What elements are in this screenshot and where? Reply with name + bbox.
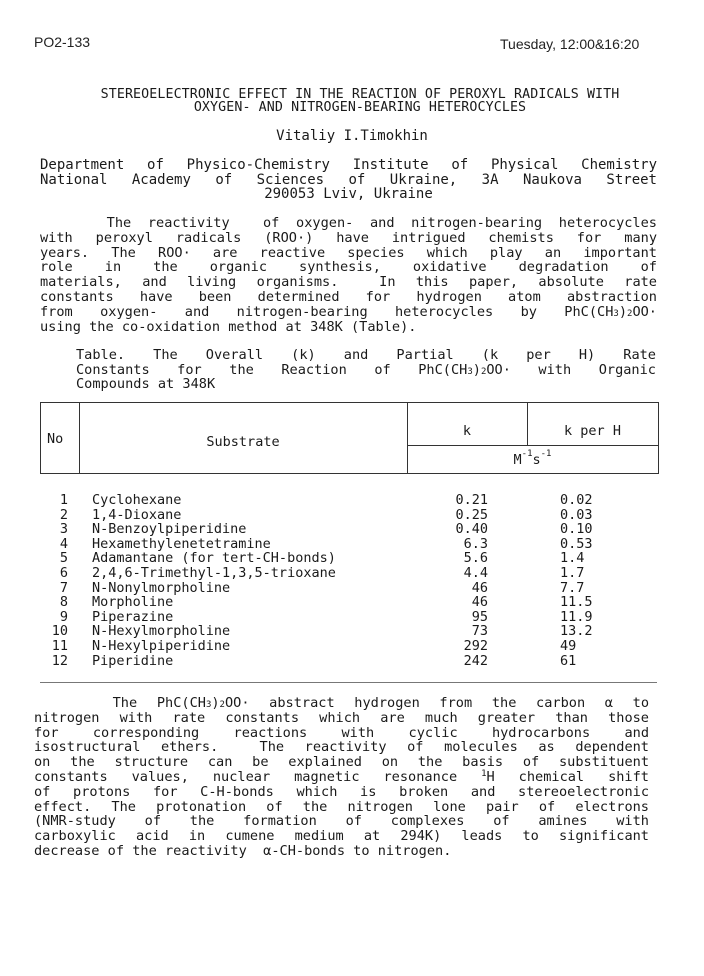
paper-title-line1: STEREOELECTRONIC EFFECT IN THE REACTION OF PEROXYL RADICALS WITH	[100, 87, 620, 102]
conclusion-line: The $PhC(CH_3)_2OO\cdot$ abstract hydrogen from the carbon α to	[34, 695, 650, 711]
table-row	[0, 492, 704, 507]
row-number: 6	[59, 565, 68, 581]
row-k-per-h-value: 13.2	[560, 623, 593, 640]
row-k-per-h-value: 61	[560, 652, 577, 669]
session-time: Tuesday, 12:00&16:20	[500, 36, 640, 52]
row-substrate: Adamantane (for tert-CH-bonds)	[92, 550, 336, 567]
row-substrate: 2,4,6-Trimethyl-1,3,5-trioxane	[92, 565, 336, 581]
conclusion-line: constants values, nuclear magnetic resonance $^1$H chemical shift	[34, 768, 649, 785]
table-row	[0, 521, 704, 536]
row-k-value: 0.40	[455, 521, 488, 538]
row-k-per-h-value: 11.5	[560, 594, 593, 611]
caption-line: Compounds at 348K	[76, 376, 216, 393]
intro-line: with peroxyl radicals (ROO·) have intrigued chemists for many	[40, 229, 657, 246]
row-substrate: Cyclohexane	[92, 492, 182, 508]
intro-line: The reactivity of oxygen- and nitrogen-bearing heterocycles	[40, 215, 657, 231]
caption-line: Table. The Overall (k) and Partial (k per H) Rate	[76, 347, 656, 363]
row-k-value: 0.21	[455, 492, 488, 508]
row-k-value: 4.4	[463, 565, 488, 581]
row-number: 12	[51, 652, 68, 669]
table-row	[0, 638, 704, 653]
row-substrate: N-Hexylmorpholine	[92, 623, 231, 640]
conclusion-line: on the structure can be explained on the basis of substituent	[34, 754, 649, 771]
row-substrate: Morpholine	[92, 594, 174, 611]
row-k-value: 242	[463, 652, 488, 669]
table-row	[0, 594, 704, 609]
row-k-per-h-value: 11.9	[560, 608, 593, 625]
intro-line: constants have been determined for hydrogen atom abstraction	[40, 288, 657, 305]
conclusion-line: of protons for C-H-bonds which is broken and stereoelectronic	[34, 783, 649, 800]
row-number: 7	[59, 579, 68, 596]
affiliation-line2: National Academy of Sciences of Ukraine, 3A Naukova Street	[40, 171, 657, 188]
header-substrate: Substrate	[206, 434, 280, 450]
conclusion-line: decrease of the reactivity α-CH-bonds to nitrogen.	[34, 842, 452, 859]
row-k-per-h-value: 0.02	[560, 492, 593, 508]
conclusion-line: for corresponding reactions with cyclic hydrocarbons and	[34, 724, 649, 741]
row-k-per-h-value: 1.7	[560, 565, 585, 581]
intro-paragraph	[40, 216, 657, 334]
row-k-per-h-value: 1.4	[560, 550, 585, 567]
row-k-value: 6.3	[463, 535, 488, 552]
table-row	[0, 653, 704, 668]
author-name: Vitaliy I.Timokhin	[276, 128, 428, 144]
row-number: 8	[59, 594, 68, 611]
row-number: 3	[59, 521, 68, 538]
row-number: 9	[59, 608, 68, 625]
paper-title-line2: OXYGEN- AND NITROGEN-BEARING HETEROCYCLES	[193, 100, 527, 115]
row-substrate: Piperazine	[92, 608, 174, 625]
table-row	[0, 507, 704, 522]
row-k-per-h-value: 7.7	[560, 579, 585, 596]
row-number: 10	[51, 623, 68, 640]
table-caption	[76, 348, 656, 392]
row-k-value: 292	[463, 638, 488, 654]
row-substrate: 1,4-Dioxane	[92, 506, 182, 523]
row-number: 11	[51, 638, 68, 654]
row-number: 1	[59, 492, 68, 508]
row-k-per-h-value: 0.03	[560, 506, 593, 523]
row-substrate: Hexamethylenetetramine	[92, 535, 271, 552]
row-substrate: Piperidine	[92, 652, 174, 669]
header-k-per-h: k per H	[564, 423, 621, 439]
row-k-value: 95	[471, 608, 488, 625]
table-row	[0, 623, 704, 638]
row-k-value: 0.25	[455, 506, 488, 523]
intro-line: materials, and living organisms. In this paper, absolute rate	[40, 274, 657, 291]
row-number: 4	[59, 535, 68, 552]
table-row	[0, 536, 704, 551]
header-units: $M^{-1}s^{-1}$	[513, 449, 552, 468]
table-row	[0, 550, 704, 565]
affiliation-line1: Department of Physico-Chemistry Institute of Physical Chemistry	[40, 157, 657, 173]
conclusion-line: isostructural ethers. The reactivity of molecules as dependent	[34, 739, 649, 756]
table-header	[40, 402, 659, 474]
conclusion-line: carboxylic acid in cumene medium at 294K) leads to significant	[34, 828, 649, 845]
intro-line: using the co-oxidation method at 348K (Table).	[40, 318, 417, 335]
header-k: k	[462, 423, 472, 439]
table-row	[0, 609, 704, 624]
header-no: No	[47, 431, 64, 447]
row-k-value: 46	[471, 594, 488, 611]
row-substrate: N-Hexylpiperidine	[92, 638, 231, 654]
row-k-per-h-value: 49	[560, 638, 577, 654]
intro-line: years. The ROO· are reactive species which play an important	[40, 244, 657, 261]
conclusion-line: nitrogen with rate constants which are much greater than those	[34, 709, 649, 726]
row-substrate: N-Benzoylpiperidine	[92, 521, 247, 538]
table-bottom-rule	[40, 682, 657, 683]
row-k-per-h-value: 0.53	[560, 535, 593, 552]
caption-line: Constants for the Reaction of $PhC(CH_3)_2OO\cdot$ with Organic	[76, 361, 656, 378]
row-substrate: N-Nonylmorpholine	[92, 579, 231, 596]
row-number: 5	[59, 550, 68, 567]
conclusion-paragraph	[34, 696, 649, 859]
row-k-value: 73	[471, 623, 488, 640]
abstract-code: PO2-133	[34, 34, 91, 50]
row-k-per-h-value: 0.10	[560, 521, 593, 538]
row-number: 2	[59, 506, 68, 523]
affiliation	[40, 158, 657, 202]
table-row	[0, 580, 704, 595]
affiliation-line3: 290053 Lviv, Ukraine	[264, 186, 433, 203]
table-row	[0, 565, 704, 580]
intro-line: from oxygen- and nitrogen-bearing heterocycles by $PhC(CH_3)_2OO\cdot$	[40, 303, 657, 320]
intro-line: role in the organic synthesis, oxidative degradation of	[40, 259, 657, 276]
conclusion-line: (NMR-study of the formation of complexes of amines with	[34, 813, 649, 830]
row-k-value: 46	[471, 579, 488, 596]
row-k-value: 5.6	[463, 550, 488, 567]
conclusion-line: effect. The protonation of the nitrogen lone pair of electrons	[34, 798, 649, 815]
